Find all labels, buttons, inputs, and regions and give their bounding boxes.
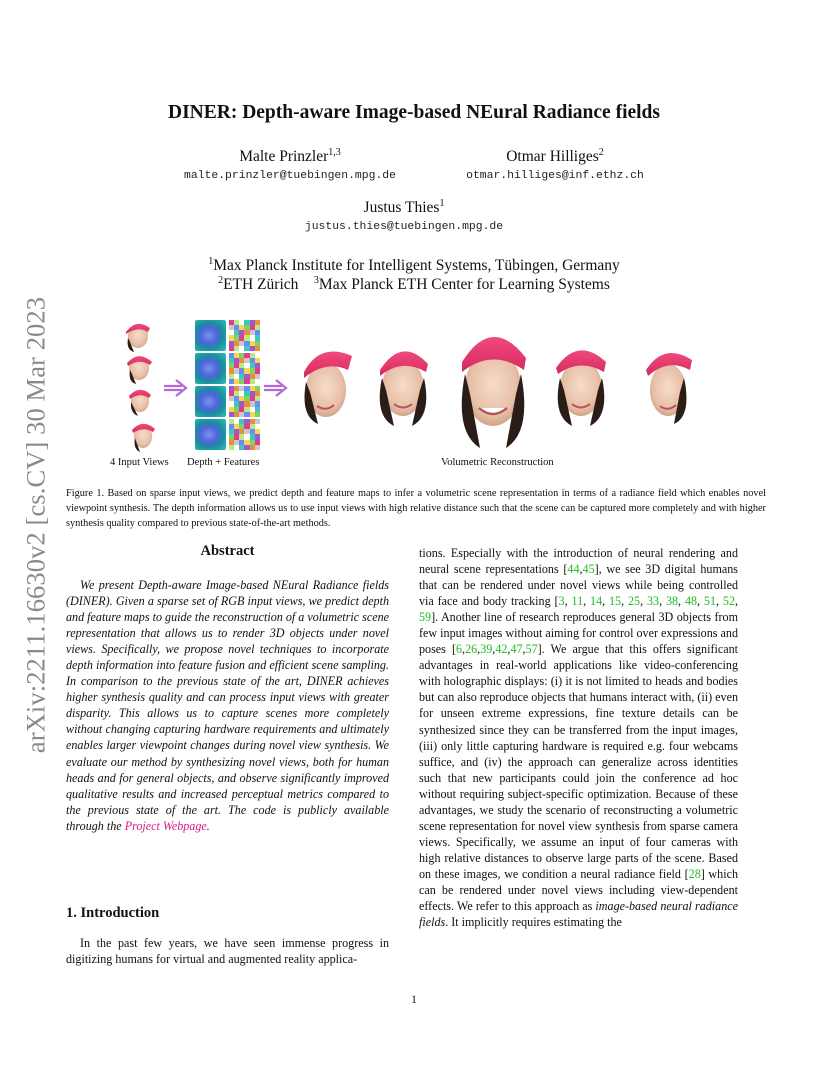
page-number: 1 [411,992,417,1006]
right-column-body: tions. Especially with the introduction of neural rendering and neural scene representations [44,45], we see 3D digital humans that can be rendered under novel views while being controlled via face and body tracking [3, 11, 14, 15, 25, 33, 38, 48, 51, 52, 59]. Another line of research reproduces general 3D objects from few input images without aiming for control over expressions and poses [6,26,39,42,47,57]. We argue that this offers significant advantages in real-world applications like video-conferencing with holographic displays: (i) it is not limited to heads and bodies but can also reproduce objects that humans interact with, (ii) even for unseen extreme expressions, fine texture details can be synthesized since they can be transferred from the input images, (iii) only little capturing hardware is required e.g. four webcams suffice, and (iv) the approach can generalize across identities such that new participants could join the conference ad hoc without requiring subject-specific optimization. Because of these advantages, we study the scenario of reconstructing a volumetric scene representation for novel view synthesis from sparse camera views. Specifically, we assume an input of four cameras with high relative distances to observe large parts of the scene. Based on these images, we condition a neural radiance field [28] which can be rendered under novel views including view-dependent effects. We refer to this approach as image-based neural radiance fields. It implicitly requires estimating the [419,546,739,930]
citation-link[interactable]: 47 [510,642,523,657]
citation-link[interactable]: 15 [609,594,622,609]
citation-link[interactable]: 3 [558,594,565,609]
citation-link[interactable]: 6 [455,642,463,657]
introduction-body: In the past few years, we have seen immense progress in digitizing humans for virtual and augmented reality applica- [66,936,389,967]
input-view-1 [126,324,150,352]
citation-link[interactable]: 14 [590,594,603,609]
citation-link[interactable]: 26 [465,642,478,657]
feature-map-4 [229,419,260,450]
citation-link[interactable]: 48 [684,594,698,609]
feature-cell [255,412,260,417]
reconstruction-view-5 [646,353,692,424]
figure-label-inputs: 4 Input Views [110,457,169,468]
introduction-heading: 1. Introduction [66,905,160,921]
author-email-3[interactable]: justus.thies@tuebingen.mpg.de [304,221,504,234]
affiliation-2-3: $^2$ETH Zürich $^3$Max Planck ETH Center for Learning Systems [218,275,610,294]
input-view-3 [129,390,151,416]
reconstruction-view-1 [304,352,352,424]
citation-link[interactable]: 59 [419,610,432,625]
abstract-heading: Abstract [200,543,255,559]
feature-map-2 [229,353,260,384]
citation-link[interactable]: 51 [703,594,717,609]
reconstruction-view-4 [556,350,606,426]
feature-map-1 [229,320,260,351]
author-name-3: Justus Thies$^1$ [363,198,445,217]
citation-link[interactable]: 38 [665,594,679,609]
author-email-2[interactable]: otmar.hilliges@inf.ethz.ch [466,170,644,183]
arrow-icon-2 [264,380,286,396]
reconstruction-view-2 [380,351,428,426]
author-name-1: Malte Prinzler$^{1,3}$ [239,147,341,166]
input-view-2 [127,356,152,384]
arrow-icon-1 [164,380,186,396]
depth-map-3 [195,386,226,417]
citation-link[interactable]: 42 [495,642,508,657]
figure-caption: Figure 1. Based on sparse input views, we predict depth and feature maps to infer a volumetric scene representation in terms of a radiance field which enables novel viewpoint synthesis. The depth information allows us to use input views with high relative distance such that the scene can be captured more completely and with higher synthesis quality compared to previous state-of-the-art methods. [66,488,766,529]
author-block-3 [0,198,808,233]
arxiv-stamp-text: arXiv:2211.16630v2 [cs.CV] 30 Mar 2023 [20,296,51,754]
author-block-1 [160,147,420,182]
abstract-body: We present Depth-aware Image-based NEural Radiance fields (DINER). Given a sparse set of RGB input views, we predict depth and feature maps to guide the reconstruction of a volumetric scene representation that allows us to render 3D objects under novel views. Specifically, we propose novel techniques to incorporate depth information into feature fusion and efficient scene sampling. In comparison to the previous state of the art, DINER achieves higher synthesis quality and can process input views with greater disparity. This allows us to capture scenes more completely without changing capturing hardware requirements and ultimately enables larger viewpoint changes during novel view synthesis. We evaluate our method by synthesizing novel views, both for human heads and for general objects, and observe significantly improved qualitative results and increased perceptual metrics compared to the previous state of the art. The code is publicly available through the Project Webpage. [66,578,389,833]
citation-link[interactable]: 44 [567,562,580,577]
citation-link[interactable]: 57 [525,642,538,657]
author-name-2: Otmar Hilliges$^2$ [506,147,604,166]
citation-link[interactable]: 52 [722,594,735,609]
citation-link[interactable]: 33 [646,594,660,609]
feature-map-3 [229,386,260,417]
depth-map-1 [195,320,226,351]
citation-link[interactable]: 45 [582,562,595,577]
citation-link[interactable]: 39 [480,642,493,657]
citation-link[interactable]: 25 [627,594,641,609]
feature-cell [255,379,260,384]
author-block-2 [430,147,680,182]
affiliation-1: $^1$Max Planck Institute for Intelligent Systems, Tübingen, Germany [208,256,620,275]
feature-cell [255,445,260,450]
depth-map-4 [195,419,226,450]
citation-link[interactable]: 11 [571,594,584,609]
depth-map-2 [195,353,226,384]
arxiv-stamp [14,275,58,775]
feature-cell [255,346,260,351]
reconstruction-view-3 [462,337,526,448]
figure-label-reconstruction: Volumetric Reconstruction [441,457,554,468]
paper-title: DINER: Depth-aware Image-based NEural Radiance fields [167,102,660,123]
citation-link[interactable]: 28 [688,866,701,881]
figure-label-depth: Depth + Features [187,457,260,468]
depth-feature-grid [195,320,261,452]
input-view-4 [132,424,155,452]
figure-1 [112,312,732,457]
author-email-1[interactable]: malte.prinzler@tuebingen.mpg.de [184,170,396,183]
project-webpage-link[interactable]: Project Webpage [124,818,207,833]
